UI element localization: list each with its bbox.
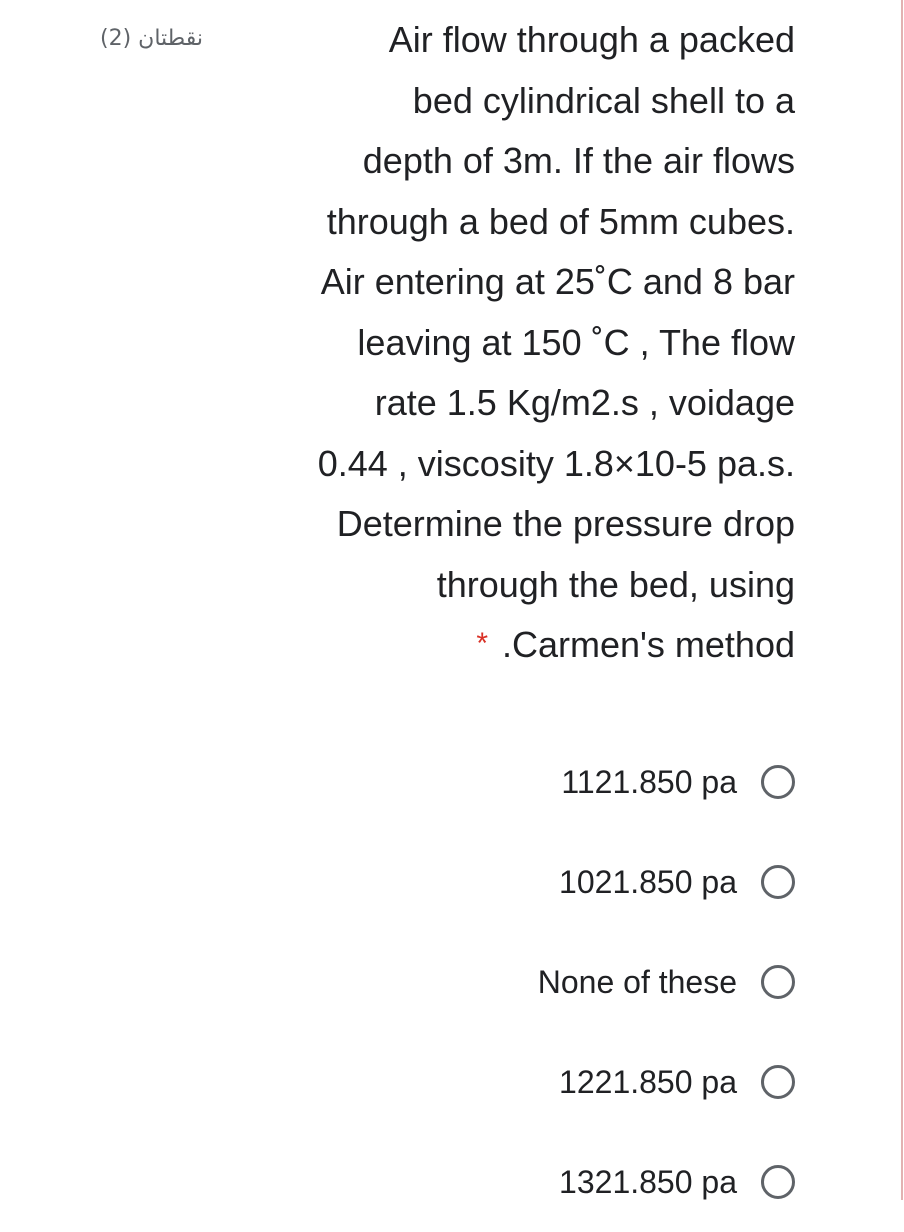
question-line: depth of 3m. If the air flows (362, 140, 795, 181)
question-last-line (235, 615, 795, 679)
required-asterisk: * (476, 627, 488, 660)
option-1221-850[interactable] (295, 1032, 795, 1132)
option-1021-850[interactable] (295, 832, 795, 932)
radio-button[interactable] (761, 1065, 795, 1099)
question-line: Determine the pressure drop (336, 503, 795, 544)
option-label: None of these (537, 963, 737, 1000)
question-line: rate 1.5 Kg/m2.s , voidage (374, 382, 795, 423)
radio-button[interactable] (761, 865, 795, 899)
question-line: 0.44 , viscosity 1.8×10-5 pa.s. (317, 442, 795, 484)
question-text (235, 10, 795, 679)
radio-button[interactable] (761, 1165, 795, 1199)
radio-button[interactable] (761, 765, 795, 799)
question-line: through a bed of 5mm cubes. (326, 200, 795, 242)
question-line: Air flow through a packed (388, 19, 795, 60)
question-line: .Carmen's method (502, 624, 795, 665)
radio-button[interactable] (761, 965, 795, 999)
points-label: نقطتان (2) (100, 26, 203, 51)
option-none-of-these[interactable] (295, 932, 795, 1032)
option-label: 1321.850 pa (559, 1163, 737, 1200)
option-label: 1221.850 pa (559, 1063, 737, 1100)
question-line: leaving at 150 ˚C , The flow (357, 321, 795, 363)
option-label: 1121.850 pa (561, 763, 737, 800)
option-1321-850[interactable] (295, 1132, 795, 1232)
answer-options (295, 732, 795, 1232)
question-line: Air entering at 25˚C and 8 bar (320, 261, 795, 302)
question-line: bed cylindrical shell to a (412, 79, 795, 121)
option-1121-850[interactable] (295, 732, 795, 832)
question-line: through the bed, using (436, 563, 795, 605)
option-label: 1021.850 pa (559, 863, 737, 900)
